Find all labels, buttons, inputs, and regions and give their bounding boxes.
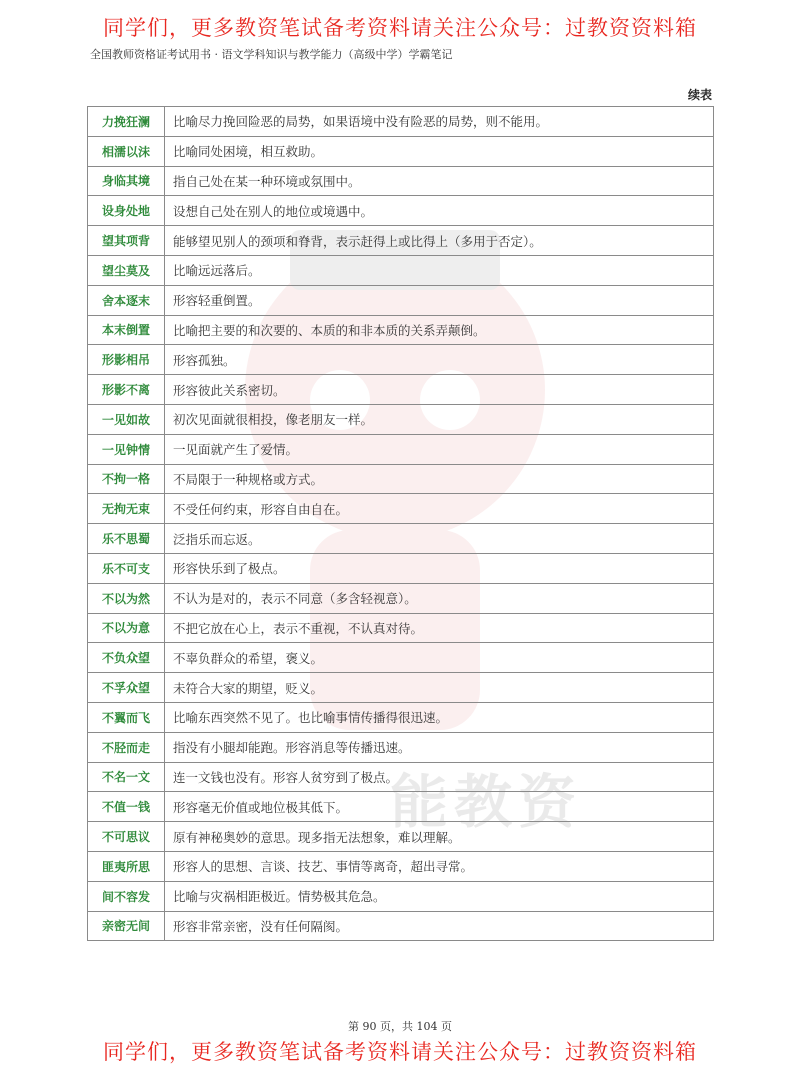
idiom-definition: 形容人的思想、言谈、技艺、事情等离奇，超出寻常。 (165, 851, 714, 881)
table-row (88, 464, 714, 494)
table-row (88, 911, 714, 941)
idiom-definition: 形容彼此关系密切。 (165, 375, 714, 405)
idiom-term: 不翼而飞 (88, 702, 165, 732)
idiom-definition: 比喻同处困境，相互救助。 (165, 136, 714, 166)
idiom-definition: 不受任何约束，形容自由自在。 (165, 494, 714, 524)
idiom-definition: 比喻东西突然不见了。也比喻事情传播得很迅速。 (165, 702, 714, 732)
idiom-term: 不负众望 (88, 643, 165, 673)
idiom-definition: 指没有小腿却能跑。形容消息等传播迅速。 (165, 732, 714, 762)
idiom-definition: 形容非常亲密，没有任何隔阂。 (165, 911, 714, 941)
idiom-definition: 比喻尽力挽回险恶的局势，如果语境中没有险恶的局势，则不能用。 (165, 107, 714, 137)
idiom-definition: 形容毫无价值或地位极其低下。 (165, 792, 714, 822)
table-row (88, 226, 714, 256)
table-row (88, 583, 714, 613)
idiom-term: 力挽狂澜 (88, 107, 165, 137)
table-row (88, 255, 714, 285)
idiom-definition: 不认为是对的，表示不同意（多含轻视意）。 (165, 583, 714, 613)
table-row (88, 375, 714, 405)
table-row (88, 732, 714, 762)
idiom-term: 乐不可支 (88, 553, 165, 583)
idiom-term: 形影相吊 (88, 345, 165, 375)
idiom-definition: 比喻把主要的和次要的、本质的和非本质的关系弄颠倒。 (165, 315, 714, 345)
idiom-term: 形影不离 (88, 375, 165, 405)
idiom-term: 舍本逐末 (88, 285, 165, 315)
idiom-definition: 设想自己处在别人的地位或境遇中。 (165, 196, 714, 226)
idiom-definition: 形容快乐到了极点。 (165, 553, 714, 583)
idiom-term: 设身处地 (88, 196, 165, 226)
page-number: 第 90 页，共 104 页 (348, 1020, 452, 1033)
table-row (88, 434, 714, 464)
idiom-term: 乐不思蜀 (88, 524, 165, 554)
table-row (88, 881, 714, 911)
idiom-definition: 不辜负群众的希望，褒义。 (165, 643, 714, 673)
idiom-term: 亲密无间 (88, 911, 165, 941)
idiom-term: 不以为然 (88, 583, 165, 613)
table-row (88, 851, 714, 881)
idiom-definition: 连一文钱也没有。形容人贫穷到了极点。 (165, 762, 714, 792)
idiom-definition: 能够望见别人的颈项和脊背，表示赶得上或比得上（多用于否定）。 (165, 226, 714, 256)
idiom-term: 匪夷所思 (88, 851, 165, 881)
book-subtitle: 全国教师资格证考试用书 · 语文学科知识与教学能力（高级中学）学霸笔记 (90, 48, 453, 61)
idiom-term: 无拘无束 (88, 494, 165, 524)
table-row (88, 166, 714, 196)
promo-banner-bottom: 同学们，更多教资笔试备考资料请关注公众号：过教资资料箱 (103, 1040, 697, 1064)
idiom-definition: 未符合大家的期望，贬义。 (165, 673, 714, 703)
table-row (88, 404, 714, 434)
idiom-definition: 初次见面就很相投，像老朋友一样。 (165, 404, 714, 434)
idiom-definition: 原有神秘奥妙的意思。现多指无法想象，难以理解。 (165, 822, 714, 852)
idiom-definition: 一见面就产生了爱情。 (165, 434, 714, 464)
promo-banner-top: 同学们，更多教资笔试备考资料请关注公众号：过教资资料箱 (103, 16, 697, 40)
idiom-term: 本末倒置 (88, 315, 165, 345)
table-row (88, 643, 714, 673)
idiom-definition: 泛指乐而忘返。 (165, 524, 714, 554)
table-row (88, 315, 714, 345)
idiom-term: 相濡以沫 (88, 136, 165, 166)
idiom-term: 间不容发 (88, 881, 165, 911)
table-row (88, 792, 714, 822)
idiom-term: 不孚众望 (88, 673, 165, 703)
idiom-table (87, 106, 714, 941)
table-row (88, 762, 714, 792)
idiom-definition: 不把它放在心上，表示不重视，不认真对待。 (165, 613, 714, 643)
idiom-term: 身临其境 (88, 166, 165, 196)
table-row (88, 613, 714, 643)
table-row (88, 524, 714, 554)
table-row (88, 702, 714, 732)
continued-label: 续表 (687, 88, 712, 102)
idiom-definition: 指自己处在某一种环境或氛围中。 (165, 166, 714, 196)
idiom-term: 不以为意 (88, 613, 165, 643)
idiom-definition: 形容轻重倒置。 (165, 285, 714, 315)
idiom-term: 不拘一格 (88, 464, 165, 494)
idiom-definition: 形容孤独。 (165, 345, 714, 375)
idiom-term: 不名一文 (88, 762, 165, 792)
table-row (88, 285, 714, 315)
watermark-text: 能教资 (390, 768, 583, 836)
idiom-term: 不可思议 (88, 822, 165, 852)
table-row (88, 553, 714, 583)
table-row (88, 673, 714, 703)
idiom-term: 一见钟情 (88, 434, 165, 464)
idiom-definition: 比喻与灾祸相距极近。情势极其危急。 (165, 881, 714, 911)
idiom-term: 望其项背 (88, 226, 165, 256)
table-row (88, 196, 714, 226)
idiom-definition: 不局限于一种规格或方式。 (165, 464, 714, 494)
table-row (88, 136, 714, 166)
idiom-term: 不值一钱 (88, 792, 165, 822)
idiom-definition: 比喻远远落后。 (165, 255, 714, 285)
idiom-term: 一见如故 (88, 404, 165, 434)
table-row (88, 107, 714, 137)
idiom-term: 不胫而走 (88, 732, 165, 762)
idiom-term: 望尘莫及 (88, 255, 165, 285)
table-row (88, 822, 714, 852)
table-row (88, 345, 714, 375)
table-row (88, 494, 714, 524)
